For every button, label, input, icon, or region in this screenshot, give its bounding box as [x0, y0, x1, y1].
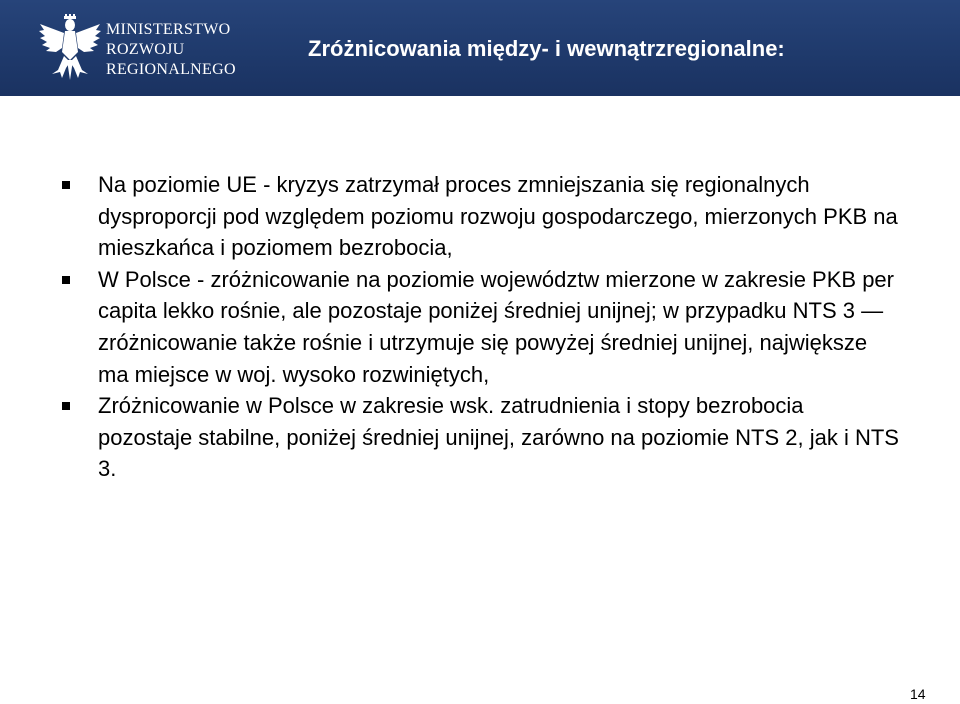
bullet-list — [62, 169, 902, 485]
bullet-item — [62, 390, 902, 485]
bullet-item — [62, 264, 902, 390]
page-number: 14 — [910, 686, 926, 702]
bullet-text: Na poziomie UE - kryzys zatrzymał proces zmniejszania się regionalnych dysproporcji pod względem poziomu rozwoju gospodarczego, mierzonych PKB na mieszkańca i poziomem bezrobocia, — [98, 172, 898, 261]
bullet-item — [62, 169, 902, 264]
slide-title: Zróżnicowania między- i wewnątrzregionalne: — [308, 36, 785, 61]
slide-header — [0, 0, 960, 96]
bullet-text: Zróżnicowanie w Polsce w zakresie wsk. zatrudnienia i stopy bezrobocia pozostaje stabilne, poniżej średniej unijnej, zarówno na poziomie NTS 2, jak i NTS 3. — [98, 393, 899, 482]
logo-line-2: ROZWOJU — [106, 41, 185, 58]
polish-eagle-emblem-icon — [38, 14, 102, 82]
bullet-text: W Polsce - zróżnicowanie na poziomie województw mierzone w zakresie PKB per capita lekko rośnie, ale pozostaje poniżej średniej unijnej; w przypadku NTS 3 — zróżnicowanie także rośnie i utrzymuje się powyżej średniej unijnej, największe ma miejsce w woj. wysoko rozwiniętych, — [98, 266, 894, 387]
ministry-logo-text — [106, 20, 236, 80]
logo-line-3: REGIONALNEGO — [106, 61, 236, 78]
logo-line-1: MINISTERSTWO — [106, 21, 231, 38]
square-bullet-icon — [62, 181, 70, 189]
square-bullet-icon — [62, 276, 70, 284]
square-bullet-icon — [62, 402, 70, 410]
